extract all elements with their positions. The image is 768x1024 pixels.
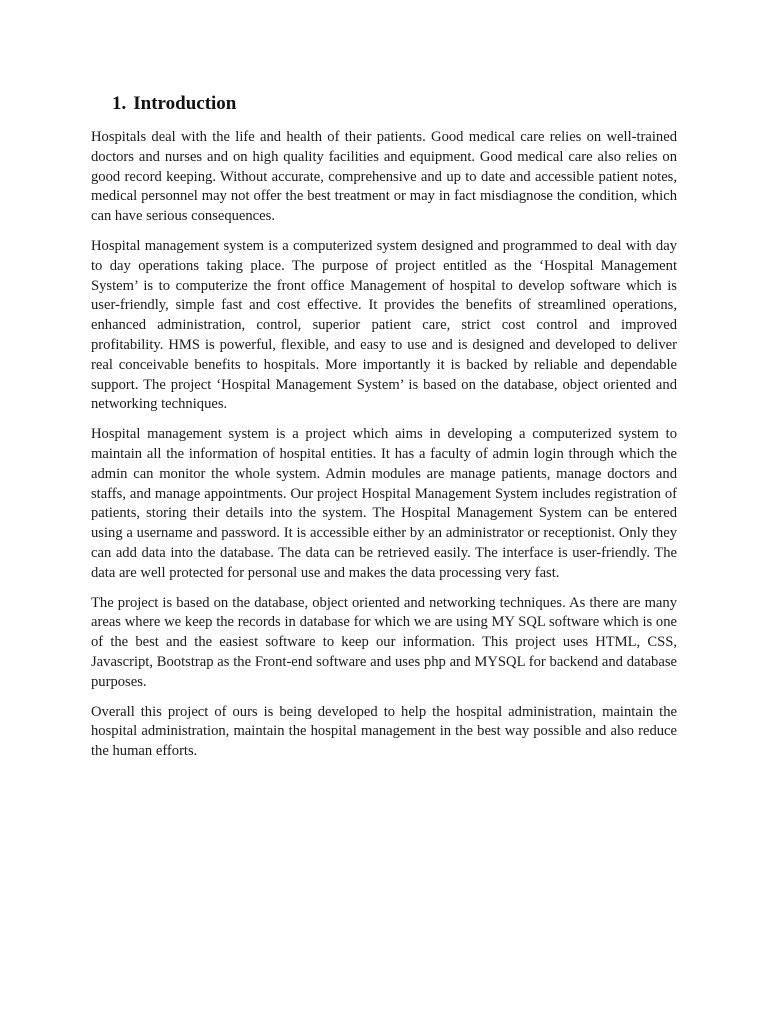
paragraph-5: Overall this project of ours is being developed to help the hospital administration, maintain the hospital administration, maintain the hospital management in the best way possible and also reduce the human efforts. bbox=[91, 703, 677, 760]
section-number: 1. bbox=[112, 93, 127, 114]
document-page bbox=[91, 92, 677, 772]
section-title: Introduction bbox=[133, 93, 237, 114]
paragraph-2: Hospital management system is a computerized system designed and programmed to deal with day to day operations taking place. The purpose of project entitled as the ‘Hospital Management System’ is to computerize the front office Management of hospital to develop software which is user-friendly, simple fast and cost effective. It provides the benefits of streamlined operations, enhanced administration, control, superior patient care, strict cost control and improved profitability. HMS is powerful, flexible, and easy to use and is designed and developed to deliver real conceivable benefits to hospitals. More importantly it is backed by reliable and dependable support. The project ‘Hospital Management System’ is based on the database, object oriented and networking techniques. bbox=[91, 237, 677, 413]
paragraph-4: The project is based on the database, object oriented and networking techniques. As there are many areas where we keep the records in database for which we are using MY SQL software which is one of the best and the easiest software to keep our information. This project uses HTML, CSS, Javascript, Bootstrap as the Front-end software and uses php and MYSQL for backend and database purposes. bbox=[91, 594, 677, 690]
paragraph-1: Hospitals deal with the life and health of their patients. Good medical care relies on well-trained doctors and nurses and on high quality facilities and equipment. Good medical care also relies on good record keeping. Without accurate, comprehensive and up to date and accessible patient notes, medical personnel may not offer the best treatment or may in fact misdiagnose the condition, which can have serious consequences. bbox=[91, 129, 677, 225]
section-heading bbox=[112, 92, 677, 116]
paragraph-3: Hospital management system is a project which aims in developing a computerized system to maintain all the information of hospital entities. It has a faculty of admin login through which the admin can monitor the whole system. Admin modules are manage patients, manage doctors and staffs, and manage appointments. Our project Hospital Management System includes registration of patients, storing their details into the system. The Hospital Management System can be entered using a username and password. It is accessible either by an administrator or receptionist. Only they can add data into the database. The data can be retrieved easily. The interface is user-friendly. The data are well protected for personal use and makes the data processing very fast. bbox=[91, 426, 677, 581]
